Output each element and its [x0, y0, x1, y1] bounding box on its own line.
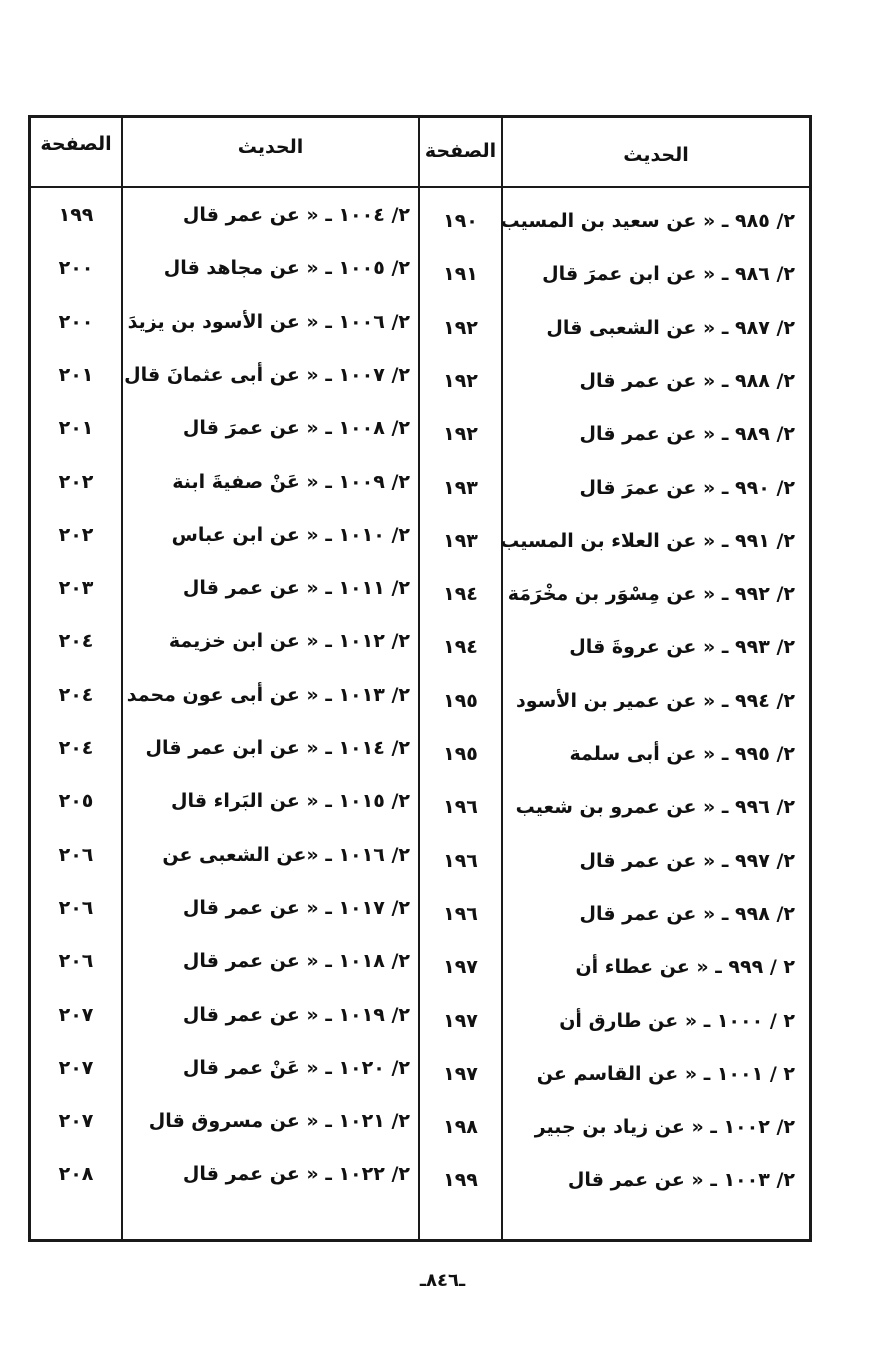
page-ref: ٢٠١ — [58, 363, 94, 386]
hadith-entry: ٢/ ١٠٠٤ ـ « عن عمر قال — [182, 204, 410, 226]
page-ref: ١٩٦ — [443, 849, 478, 872]
hadith-entry: ٢/ ٩٨٩ ـ « عن عمر قال — [579, 423, 795, 446]
hadith-entry: ٢/ ١٠٢١ ـ « عن مسروق قال — [148, 1110, 410, 1133]
page-ref: ١٩٥ — [443, 743, 478, 765]
page-ref: ٢٠٨ — [58, 1163, 94, 1186]
hadith-entry: ٢/ ٩٩٨ ـ « عن عمر قال — [579, 902, 795, 925]
hadith-entry: ٢/ ٩٨٦ ـ « عن ابن عمرَ قال — [542, 263, 795, 286]
hadith-entry: ٢/ ٩٩٣ ـ « عن عروةَ قال — [569, 636, 795, 659]
page-ref: ١٩٤ — [443, 636, 478, 659]
header-hadith-right: الحديث — [623, 144, 689, 166]
hadith-entry: ٢/ ١٠١٦ ـ «عن الشعبى عن — [162, 843, 410, 866]
page-ref: ١٩٣ — [443, 529, 478, 552]
page-ref: ١٩١ — [443, 263, 478, 286]
hadith-entry: ٢/ ٩٨٧ ـ « عن الشعبى قال — [546, 316, 795, 339]
page-ref: ١٩٦ — [443, 902, 478, 925]
header-page-right: الصفحة — [424, 140, 497, 162]
hadith-entry: ٢/ ٩٨٨ ـ « عن عمر قال — [579, 369, 795, 392]
page-ref: ١٩٦ — [443, 796, 478, 819]
hadith-entry: ٢/ ٩٩٦ ـ « عن عمرو بن شعيب — [515, 796, 795, 819]
page-ref: ١٩٩ — [58, 204, 94, 226]
hadith-entry: ٢/ ٩٩٢ ـ « عن مِسْوَر بن مخْرَمَة — [507, 583, 795, 606]
hadith-entry: ٢/ ١٠٠٦ ـ « عن الأسود بن يزيدَ — [127, 310, 410, 333]
index-table — [28, 115, 812, 1242]
page-number: ـ٨٤٦ـ — [419, 1270, 466, 1291]
page-ref: ٢٠٦ — [58, 843, 94, 866]
hadith-entry: ٢/ ١٠١٠ ـ « عن ابن عباس — [171, 523, 410, 546]
column-divider — [121, 118, 123, 1239]
header-divider — [31, 186, 809, 188]
hadith-entry: ٢/ ١٠٢٠ ـ « عَنْ عمر قال — [182, 1056, 410, 1079]
hadith-entry: ٢/ ١٠١٢ ـ « عن ابن خزيمة — [168, 630, 410, 653]
page-ref: ٢٠٤ — [58, 737, 94, 759]
hadith-entry: ٢/ ١٠١٥ ـ « عن البَراء قال — [171, 790, 410, 813]
hadith-entry: ٢ / ٩٩٩ ـ « عن عطاء أن — [575, 956, 795, 979]
column-divider — [501, 118, 503, 1239]
page-ref: ٢٠٦ — [58, 896, 94, 919]
page-ref: ١٩٨ — [443, 1116, 478, 1139]
page-ref: ٢٠٢ — [58, 470, 94, 493]
hadith-entry: ٢/ ١٠١٣ ـ « عن أبى عون محمد — [126, 683, 410, 706]
hadith-entry: ٢/ ١٠١٨ ـ « عن عمر قال — [182, 950, 410, 973]
hadith-entry: ٢/ ١٠٢٢ ـ « عن عمر قال — [182, 1163, 410, 1186]
hadith-entry: ٢/ ٩٩٥ ـ « عن أبى سلمة — [569, 743, 795, 765]
hadith-entry: ٢/ ١٠١٤ ـ « عن ابن عمر قال — [145, 737, 410, 759]
page-ref: ٢٠٠ — [58, 257, 94, 280]
hadith-entry: ٢/ ١٠٠٨ ـ « عن عمرَ قال — [182, 417, 410, 440]
hadith-entry: ٢ / ١٠٠١ ـ « عن القاسم عن — [536, 1062, 795, 1085]
hadith-entry: ٢/ ١٠٠٩ ـ « عَنْ صفيةَ ابنة — [172, 470, 410, 493]
page-ref: ١٩٧ — [443, 1009, 478, 1032]
page-ref: ١٩٩ — [443, 1169, 478, 1192]
page-ref: ١٩٧ — [443, 1062, 478, 1085]
page-ref: ١٩٣ — [443, 476, 478, 499]
hadith-entry: ٢/ ٩٨٥ ـ « عن سعيد بن المسيب — [500, 210, 795, 232]
header-page-left: الصفحة — [40, 133, 112, 155]
hadith-entry: ٢/ ١٠٠٥ ـ « عن مجاهد قال — [163, 257, 410, 280]
page-ref: ٢٠١ — [58, 417, 94, 440]
page-ref: ٢٠٧ — [58, 1056, 94, 1079]
hadith-entry: ٢ / ١٠٠٠ ـ « عن طارق أن — [559, 1009, 795, 1032]
hadith-entry: ٢/ ٩٩٧ ـ « عن عمر قال — [579, 849, 795, 872]
page-ref: ١٩٥ — [443, 689, 478, 712]
page-ref: ١٩٧ — [443, 956, 478, 979]
page-ref: ١٩٢ — [443, 316, 478, 339]
hadith-entry: ٢/ ١٠٠٧ ـ « عن أبى عثمانَ قال — [124, 363, 410, 386]
hadith-entry: ٢/ ٩٩٤ ـ « عن عمير بن الأسود — [515, 689, 795, 712]
page-ref: ٢٠٤ — [58, 630, 94, 653]
page-ref: ٢٠٢ — [58, 523, 94, 546]
page-ref: ١٩٠ — [443, 210, 478, 232]
hadith-entry: ٢/ ١٠٠٢ ـ « عن زياد بن جبير — [534, 1116, 795, 1139]
page-ref: ١٩٢ — [443, 423, 478, 446]
hadith-entry: ٢/ ١٠١٧ ـ « عن عمر قال — [182, 896, 410, 919]
hadith-entry: ٢/ ١٠١١ ـ « عن عمر قال — [182, 577, 410, 600]
page-ref: ٢٠٧ — [58, 1003, 94, 1026]
page-ref: ٢٠٣ — [58, 577, 94, 600]
page-ref: ١٩٢ — [443, 369, 478, 392]
page-ref: ٢٠٦ — [58, 950, 94, 973]
page-ref: ٢٠٤ — [58, 683, 94, 706]
hadith-entry: ٢/ ٩٩٠ ـ « عن عمرَ قال — [579, 476, 795, 499]
hadith-entry: ٢/ ١٠١٩ ـ « عن عمر قال — [182, 1003, 410, 1026]
header-hadith-left: الحديث — [237, 136, 304, 158]
page-ref: ٢٠٠ — [58, 310, 94, 333]
page-ref: ٢٠٧ — [58, 1110, 94, 1133]
hadith-entry: ٢/ ٩٩١ ـ « عن العلاء بن المسيب — [500, 529, 795, 552]
page-ref: ١٩٤ — [443, 583, 478, 606]
hadith-entry: ٢/ ١٠٠٣ ـ « عن عمر قال — [567, 1169, 795, 1192]
page-ref: ٢٠٥ — [58, 790, 94, 813]
